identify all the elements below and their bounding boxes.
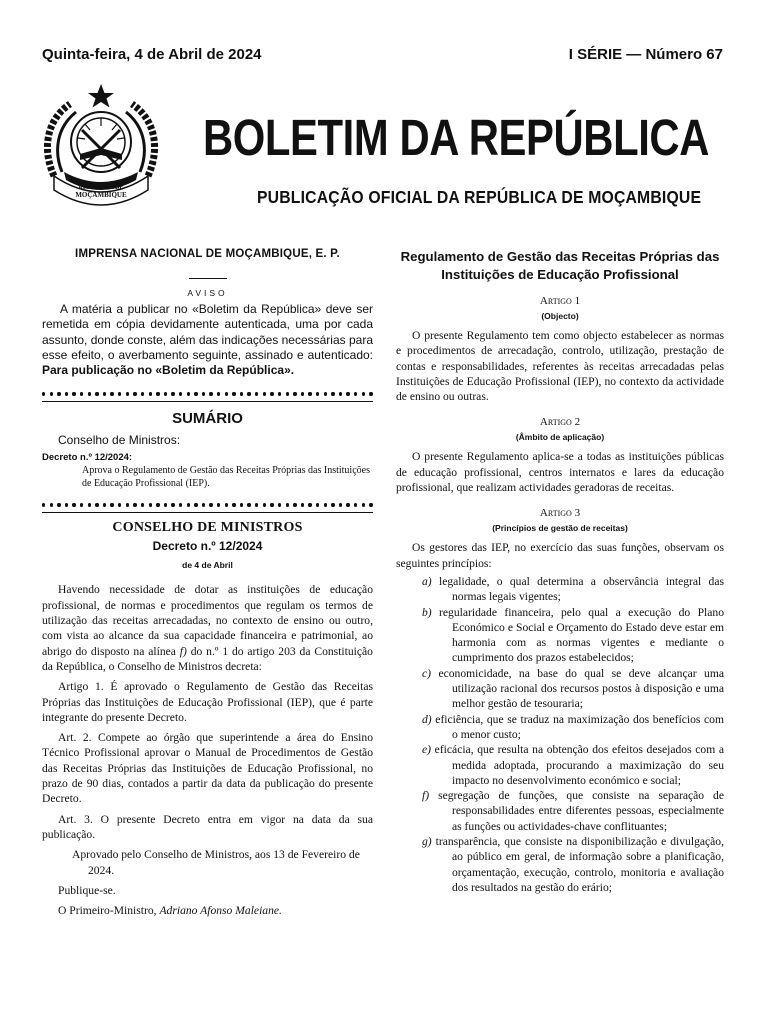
regulamento-title: Regulamento de Gestão das Receitas Próprias das Instituições de Educação Profissional: [400, 249, 720, 282]
dot: [202, 503, 205, 506]
dot: [232, 503, 235, 506]
list-item: [396, 788, 724, 834]
dot: [80, 503, 83, 506]
list-item-text: eficácia, que resulta na obtenção dos efeitos desejados com a medida adoptada, procurando a maximização do seu impacto no desenvolvimento económico e social;: [434, 743, 725, 787]
dot: [187, 503, 190, 506]
dot: [42, 503, 45, 506]
dot: [255, 503, 258, 506]
list-item-text: eficiência, que se traduz na maximização dos benefícios com o menor custo;: [435, 712, 724, 741]
issue-date: Quinta-feira, 4 de Abril de 2024: [42, 46, 262, 63]
dot: [57, 503, 60, 506]
artigo-2-label: Artigo 2: [539, 416, 581, 429]
dot: [42, 392, 45, 395]
dot: [354, 392, 357, 395]
list-item: [396, 834, 724, 895]
dot: [316, 503, 319, 506]
left-column: [42, 240, 373, 918]
principles-list: [396, 574, 724, 895]
list-item-letter: g): [422, 835, 432, 849]
publique-text: Publique-se.: [58, 883, 116, 897]
dot: [164, 503, 167, 506]
dot: [141, 392, 144, 395]
dotted-divider: [42, 502, 373, 507]
dot: [110, 503, 113, 506]
dot: [126, 503, 129, 506]
list-item: [396, 574, 724, 605]
dot: [126, 392, 129, 395]
dot: [95, 503, 98, 506]
dot: [156, 392, 159, 395]
dot: [301, 503, 304, 506]
dot: [72, 392, 75, 395]
dot: [149, 503, 152, 506]
dot: [57, 392, 60, 395]
dot: [308, 503, 311, 506]
publication-subtitle: PUBLICAÇÃO OFICIAL DA REPÚBLICA DE MOÇAMBIQUE: [257, 187, 702, 207]
aprovado-text: Aprovado pelo Conselho de Ministros, aos 13 de Fevereiro de 2024.: [72, 848, 360, 877]
list-item: [396, 666, 724, 712]
right-column: [396, 240, 724, 895]
artigo-1-label: Artigo 1: [539, 295, 581, 307]
decreto-artigo-1: Artigo 1. É aprovado o Regulamento de Gestão das Receitas Próprias das Instituições de Educação Profissional (IEP), que é parte integrante do presente Decreto.: [42, 680, 373, 724]
list-item-letter: d): [422, 712, 432, 726]
dot: [232, 392, 235, 395]
dot: [149, 392, 152, 395]
dot: [88, 503, 91, 506]
conselho-ministros-heading: CONSELHO DE MINISTROS: [112, 520, 303, 536]
dot: [362, 503, 365, 506]
list-item: [396, 742, 724, 788]
dot: [209, 392, 212, 395]
dot: [270, 392, 273, 395]
dot: [331, 503, 334, 506]
list-item-letter: f): [422, 789, 430, 803]
artigo-2-subtitle: (Âmbito de aplicação): [515, 432, 605, 443]
dot: [293, 503, 296, 506]
dot: [263, 503, 266, 506]
dot: [278, 392, 281, 395]
dot: [141, 503, 144, 506]
decreto-artigo-3: Art. 3. O presente Decreto entra em vigor na data da sua publicação.: [42, 812, 373, 841]
mozambique-emblem-icon: [40, 80, 162, 210]
dot: [247, 392, 250, 395]
dot: [110, 392, 113, 395]
dot: [50, 503, 53, 506]
dot: [286, 503, 289, 506]
dot: [194, 392, 197, 395]
dot: [293, 392, 296, 395]
dot: [346, 503, 349, 506]
dot: [118, 392, 121, 395]
issue-series-number: I SÉRIE — Número 67: [568, 46, 723, 63]
dot: [217, 392, 220, 395]
primeiro-ministro-signature: O Primeiro-Ministro, Adriano Afonso Maleiane.: [58, 904, 282, 918]
list-item-letter: c): [422, 666, 432, 680]
aviso-bold-text: Para publicação no «Boletim da República».: [42, 363, 295, 378]
sumario-conselho: Conselho de Ministros:: [58, 433, 181, 448]
dot: [88, 392, 91, 395]
list-item-text: transparência, que consiste na disponibilização e divulgação, ao público em geral, de informação sobre a planificação, orçamentação, execução, controlo, monitoria e avaliação dos resultados na gestão do erário;: [435, 835, 724, 894]
dot: [324, 503, 327, 506]
dot: [263, 392, 266, 395]
dot: [247, 503, 250, 506]
dot: [240, 503, 243, 506]
aviso-text: A matéria a publicar no «Boletim da República» deve ser remetida em cópia devidamente autenticada, uma por cada assunto, donde conste, além das indicações necessárias para esse efeito, o averbamento seguinte, assinado e autenticado: Para publicação no «Boletim da República».: [42, 302, 373, 378]
dot: [316, 392, 319, 395]
dot: [324, 392, 327, 395]
dot: [369, 392, 372, 395]
dot: [331, 392, 334, 395]
dot: [217, 503, 220, 506]
dot: [50, 392, 53, 395]
dot: [286, 392, 289, 395]
dotted-divider: [42, 391, 373, 396]
dot: [187, 392, 190, 395]
dot: [255, 392, 258, 395]
artigo-3-label: Artigo 3: [539, 507, 581, 520]
dot: [354, 503, 357, 506]
sumario-heading: SUMÁRIO: [172, 410, 243, 428]
list-item-text: regularidade financeira, pelo qual a execução do Plano Económico e Social e Orçamento do Estado deve estar em harmonia com as normas vigentes e mediante o cumprimento dos prazos estabelecidos;: [439, 605, 724, 665]
dot: [339, 392, 342, 395]
dot: [209, 503, 212, 506]
dot: [103, 392, 106, 395]
decreto-preamble: Havendo necessidade de dotar as instituições de educação profissional, de normas e procedimentos que regulam os termos de utilização das receitas arrecadadas, no contexto de ensino ou outro, com vista ao alcance da sua capacidade financeira e patrimonial, ao abrigo do disposto na alínea f) do n.º 1 do artigo 203 da Constituição da República, o Conselho de Ministros decreta:: [42, 583, 373, 673]
artigo-3-intro: Os gestores das IEP, no exercício das suas funções, observam os seguintes princípios:: [396, 541, 724, 570]
dot: [240, 392, 243, 395]
dot: [369, 503, 372, 506]
dot: [65, 392, 68, 395]
divider-rule: [42, 401, 373, 402]
decreto-artigo-2: Art. 2. Compete ao órgão que superintende a área do Ensino Técnico Profissional aprovar o Manual de Procedimentos de Gestão das Receitas Próprias das Instituições de Educação Profissional, no prazo de 90 dias, contados a partir da data da publicação do presente Decreto.: [42, 731, 373, 806]
divider-rule: [42, 512, 373, 513]
dot: [346, 392, 349, 395]
artigo-2-text: O presente Regulamento aplica-se a todas as instituições públicas de educação profissional, centros internatos e lares da educação profissional, que realizam actividades geradoras de receitas.: [396, 450, 724, 495]
dot: [133, 392, 136, 395]
dot: [278, 503, 281, 506]
list-item-text: segregação de funções, que consiste na separação de responsabilidades entre diferentes pessoas, especialmente as funções ou actividades-chave conflituantes;: [438, 789, 724, 833]
list-item-letter: e): [422, 743, 432, 757]
dot: [65, 503, 68, 506]
dot: [225, 392, 228, 395]
dot: [80, 392, 83, 395]
list-item-letter: a): [422, 574, 432, 588]
dot: [133, 503, 136, 506]
dot: [179, 392, 182, 395]
dot: [179, 503, 182, 506]
artigo-3-subtitle: (Princípios de gestão de receitas): [492, 523, 628, 534]
list-item: [396, 712, 724, 743]
svg-text:REPÚBLICA DE: REPÚBLICA DE: [78, 185, 124, 191]
dot: [95, 392, 98, 395]
dot: [72, 503, 75, 506]
dot: [118, 503, 121, 506]
dot: [171, 392, 174, 395]
list-item-text: economicidade, na base do qual se deve alcançar uma utilização racional dos recursos postos à disposição e uma melhor gestão de tesouraria;: [438, 666, 724, 711]
aviso-label: AVISO: [187, 288, 228, 298]
list-item-letter: b): [422, 605, 432, 619]
dot: [103, 503, 106, 506]
dot: [308, 392, 311, 395]
dot: [156, 503, 159, 506]
decreto-date: de 4 de Abril: [182, 560, 233, 571]
dot: [194, 503, 197, 506]
list-item-text: legalidade, o qual determina a observância integral das normas legais vigentes;: [438, 574, 724, 604]
dot: [225, 503, 228, 506]
dot: [171, 503, 174, 506]
imprensa-nacional-heading: IMPRENSA NACIONAL DE MOÇAMBIQUE, E. P.: [75, 248, 340, 260]
dot: [164, 392, 167, 395]
list-item: [396, 605, 724, 666]
publication-title: BOLETIM DA REPÚBLICA: [203, 109, 710, 166]
svg-text:MOÇAMBIQUE: MOÇAMBIQUE: [75, 191, 127, 199]
artigo-1-subtitle: (Objecto): [541, 311, 579, 321]
sumario-decreto-ref: Decreto n.º 12/2024:: [42, 452, 133, 464]
dot: [202, 392, 205, 395]
sumario-decreto-desc: Aprova o Regulamento de Gestão das Receitas Próprias das Instituições de Educação Profissional (IEP).: [82, 465, 370, 489]
dot: [362, 392, 365, 395]
dot: [339, 503, 342, 506]
dot: [301, 392, 304, 395]
decreto-title: Decreto n.º 12/2024: [152, 539, 263, 554]
divider: [189, 278, 227, 279]
artigo-1-text: O presente Regulamento tem como objecto estabelecer as normas e procedimentos de arrecadação, controlo, utilização, prestação de contas e responsabilidades, referentes às receitas arrecadadas pelas Instituições de Educação Profissional (IEP), no contexto da actividade de ensino ou outras.: [396, 329, 724, 404]
dot: [270, 503, 273, 506]
